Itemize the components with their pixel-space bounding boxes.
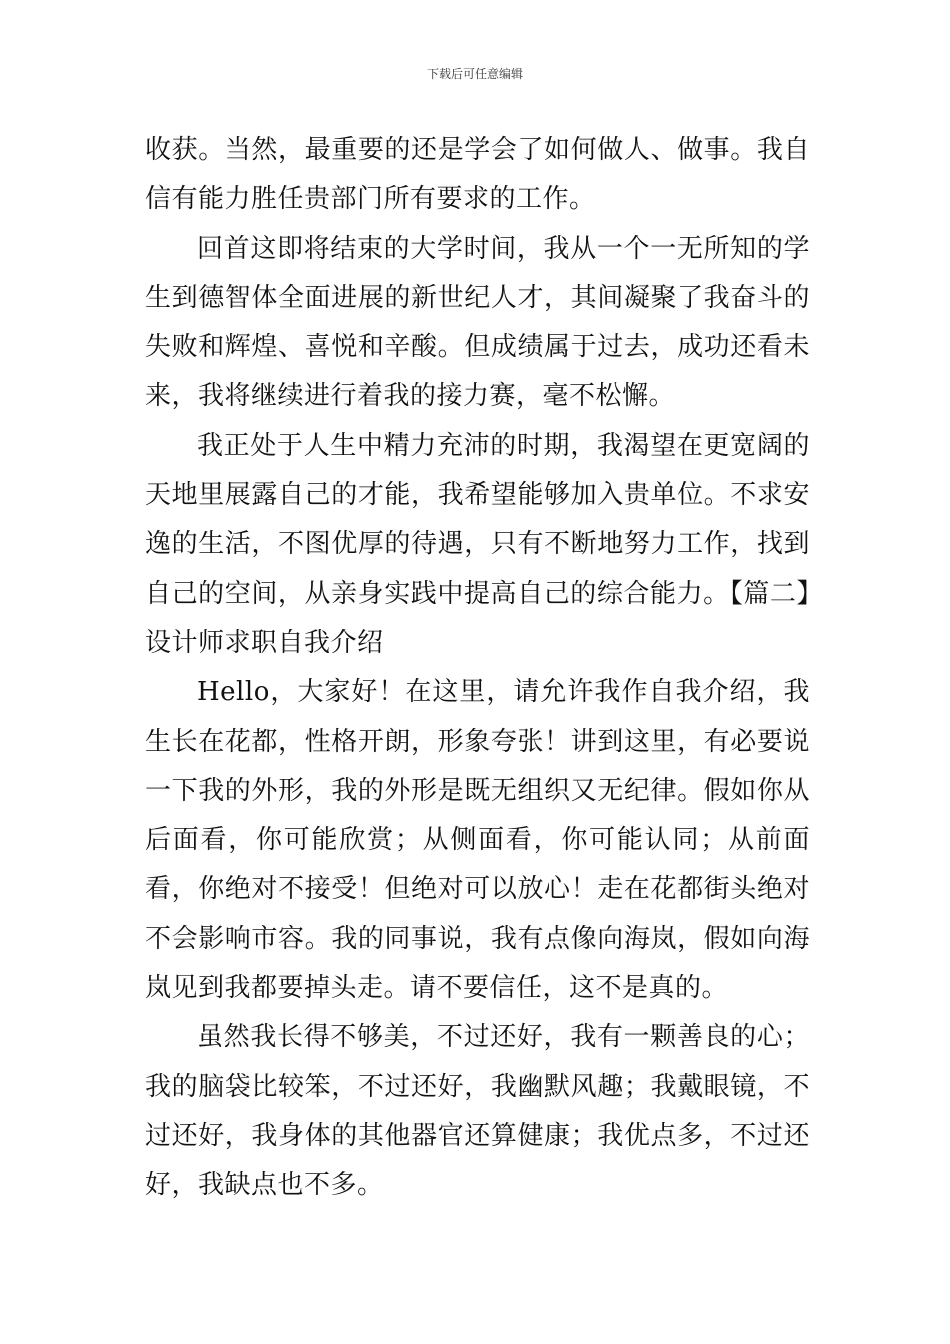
paragraph-strengths: 虽然我长得不够美，不过还好，我有一颗善良的心；我的脑袋比较笨，不过还好，我幽默风趣；我戴眼镜，不过还好，我身体的其他器官还算健康；我优点多，不过还好，我缺点也不多。: [145, 1022, 810, 1201]
paragraph-continuation: 收获。当然，最重要的还是学会了如何做人、做事。我自信有能力胜任贵部门所有要求的工作。: [145, 135, 810, 215]
paragraph-self-introduction: Hello，大家好！在这里，请允许我作自我介绍，我生长在花都，性格开朗，形象夸张！讲到这里，有必要说一下我的外形，我的外形是既无组织又无纪律。假如你从后面看，你可能欣赏；从侧面看，你可能认同；从前面看，你绝对不接受！但绝对可以放心！走在花都街头绝对不会影响市容。我的同事说，我有点像向海岚，假如向海岚见到我都要掉头走。请不要信任，这不是真的。: [145, 677, 810, 1004]
paragraph-aspiration: 我正处于人生中精力充沛的时期，我渴望在更宽阔的天地里展露自己的才能，我希望能够加入贵单位。不求安逸的生活，不图优厚的待遇，只有不断地努力工作，找到自己的空间，从亲身实践中提高自己的综合能力。【篇二】设计师求职自我介绍: [145, 430, 810, 658]
document-body: [145, 126, 810, 1211]
paragraph-looking-back: 回首这即将结束的大学时间，我从一个一无所知的学生到德智体全面进展的新世纪人才，其间凝聚了我奋斗的失败和辉煌、喜悦和辛酸。但成绩属于过去，成功还看未来，我将继续进行着我的接力赛，毫不松懈。: [145, 233, 810, 412]
page-header: 下载后可任意编辑: [426, 67, 523, 81]
